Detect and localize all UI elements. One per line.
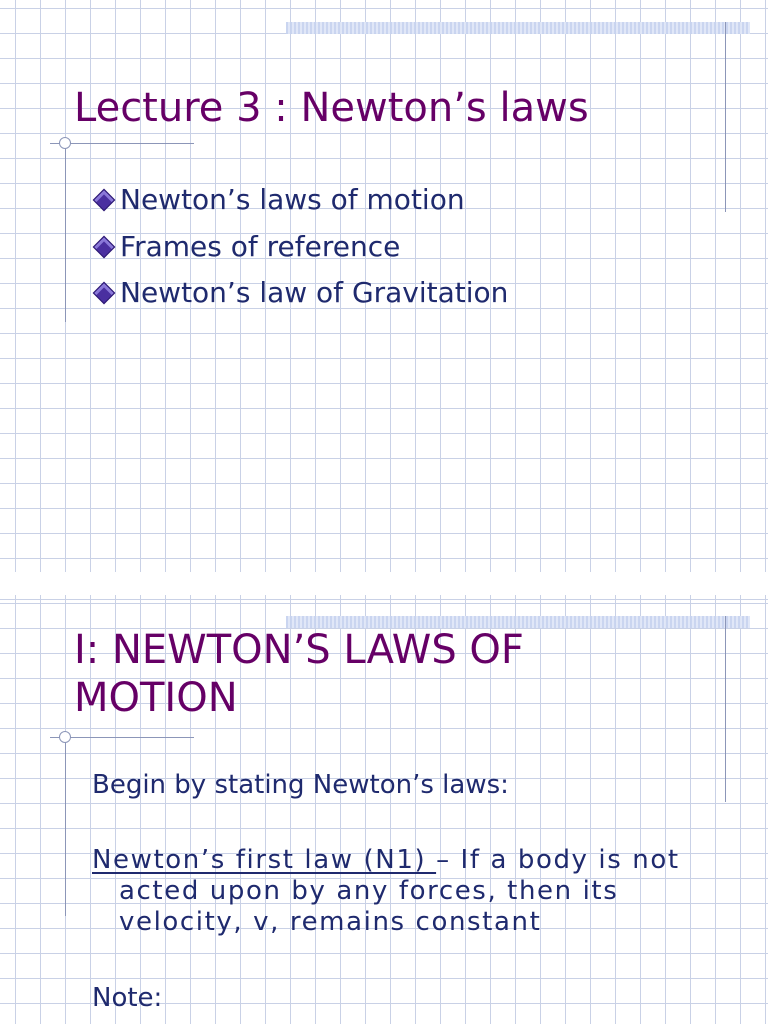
slide-2 (0, 595, 768, 1024)
title-line-2: MOTION (74, 675, 238, 721)
title-line-1: I: NEWTON’S LAWS OF (74, 627, 524, 673)
decorative-right-rule (725, 22, 726, 212)
intro-text: Begin by stating Newton’s laws: (92, 770, 509, 800)
crosshair-icon (59, 731, 71, 743)
diamond-bullet-icon (93, 235, 116, 258)
diamond-bullet-icon (93, 282, 116, 305)
list-item (90, 224, 508, 271)
law-dash: – (436, 845, 451, 875)
law-text: If a body is not acted upon by any forces, then its velocity, v, remains constant (119, 845, 680, 937)
bullet-text: Newton’s laws of motion (120, 183, 465, 216)
decorative-top-bar (286, 22, 750, 34)
bullet-text: Newton’s law of Gravitation (120, 276, 509, 309)
list-item (90, 177, 508, 224)
diamond-bullet-icon (93, 189, 116, 212)
decorative-right-rule (725, 616, 726, 802)
bullet-list (90, 177, 508, 317)
slide-title (74, 626, 524, 722)
decorative-title-underline (50, 143, 194, 144)
first-law-paragraph (92, 845, 739, 938)
bullet-text: Frames of reference (120, 229, 401, 263)
slide-title: Lecture 3 : Newton’s laws (74, 85, 589, 131)
decorative-left-rule (65, 138, 66, 322)
note-label: Note: (92, 983, 163, 1013)
decorative-left-rule (65, 732, 66, 916)
decorative-title-underline (50, 737, 194, 738)
list-item (90, 270, 508, 317)
law-name: Newton’s first law (N1) (92, 845, 437, 875)
crosshair-icon (59, 137, 71, 149)
